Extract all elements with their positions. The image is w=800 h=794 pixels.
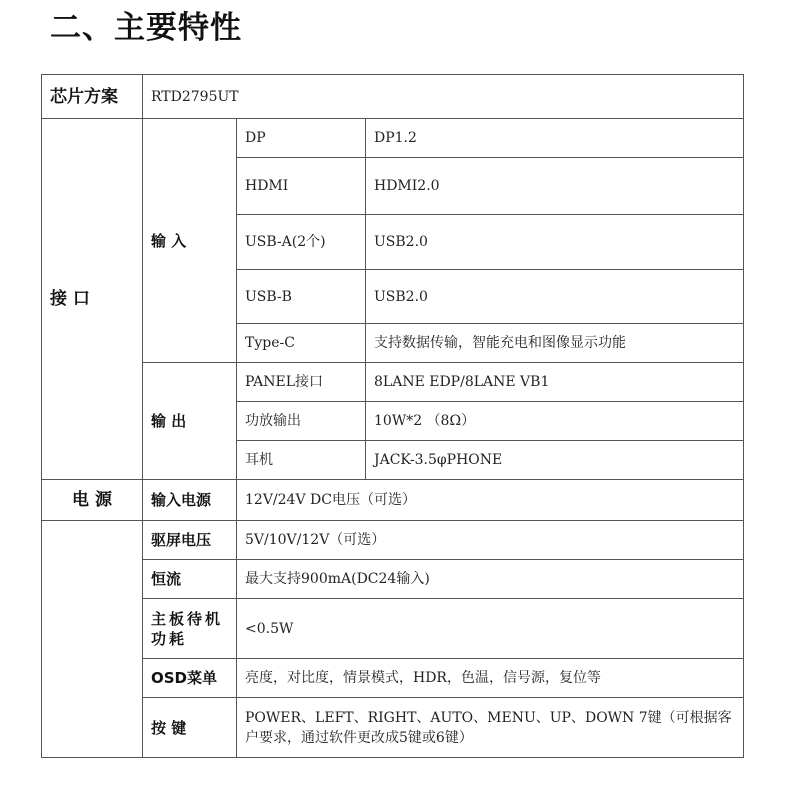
output-name: 耳机 xyxy=(237,441,366,480)
spec-value: 亮度，对比度，情景模式，HDR，色温，信号源，复位等 xyxy=(237,659,744,698)
chip-label: 芯片方案 xyxy=(42,75,143,119)
table-row xyxy=(42,521,744,560)
input-name: HDMI xyxy=(237,158,366,215)
output-name: PANEL接口 xyxy=(237,363,366,402)
output-name: 功放输出 xyxy=(237,402,366,441)
spec-name: 主板待机功耗 xyxy=(143,599,237,659)
section-heading: 二、主要特性 xyxy=(50,10,242,46)
table-row xyxy=(42,480,744,521)
spec-name: OSD菜单 xyxy=(143,659,237,698)
output-value: 8LANE EDP/8LANE VB1 xyxy=(366,363,744,402)
table-row xyxy=(42,698,744,758)
input-label: 输 入 xyxy=(143,119,237,363)
chip-value: RTD2795UT xyxy=(143,75,744,119)
table-row xyxy=(42,363,744,402)
power-value: 12V/24V DC电压（可选） xyxy=(237,480,744,521)
spec-name: 恒流 xyxy=(143,560,237,599)
input-name: USB-A(2个) xyxy=(237,215,366,270)
output-value: JACK-3.5φPHONE xyxy=(366,441,744,480)
spec-name: 按 键 xyxy=(143,698,237,758)
spec-table xyxy=(41,74,744,758)
spec-value: 5V/10V/12V（可选） xyxy=(237,521,744,560)
table-row xyxy=(42,659,744,698)
spec-value: 最大支持900mA(DC24输入) xyxy=(237,560,744,599)
spec-name: 驱屏电压 xyxy=(143,521,237,560)
input-value: HDMI2.0 xyxy=(366,158,744,215)
interface-label: 接 口 xyxy=(42,119,143,480)
spec-value: POWER、LEFT、RIGHT、AUTO、MENU、UP、DOWN 7键（可根据客户要求，通过软件更改成5键或6键） xyxy=(237,698,744,758)
table-row xyxy=(42,75,744,119)
power-name: 输入电源 xyxy=(143,480,237,521)
power-label: 电 源 xyxy=(42,480,143,521)
table-row xyxy=(42,599,744,659)
input-value: USB2.0 xyxy=(366,270,744,324)
input-name: Type-C xyxy=(237,324,366,363)
output-label: 输 出 xyxy=(143,363,237,480)
table-row xyxy=(42,119,744,158)
output-value: 10W*2 （8Ω） xyxy=(366,402,744,441)
input-value: DP1.2 xyxy=(366,119,744,158)
input-name: DP xyxy=(237,119,366,158)
input-name: USB-B xyxy=(237,270,366,324)
table-row xyxy=(42,560,744,599)
empty-cell xyxy=(42,521,143,758)
input-value: 支持数据传输，智能充电和图像显示功能 xyxy=(366,324,744,363)
input-value: USB2.0 xyxy=(366,215,744,270)
spec-value: <0.5W xyxy=(237,599,744,659)
